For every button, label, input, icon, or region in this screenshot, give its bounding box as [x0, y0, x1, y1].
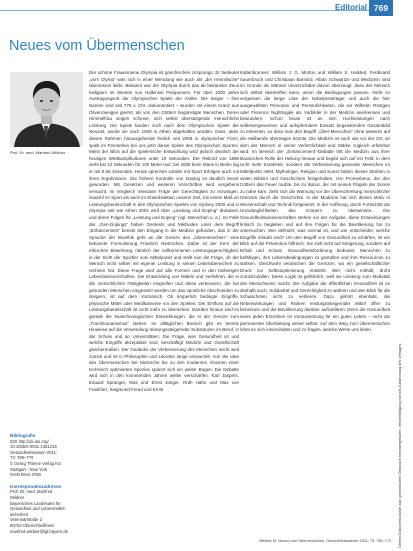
bibliografie-line: 73: 769–770: [10, 455, 34, 461]
bibliografie-line: Gesundheitswesen 2011;: [10, 449, 57, 455]
body-text: Der schöne Frauenname Olympia ist griechischen Ursprungs. Er bedeutet „vom Olymp“ was sich in einer Wendung wie auch als „der Himmlische“ übersetzen ließe. Bekannt war der Olympia durch das ab bekannter Zeus heiligtum im Westen von Halbinsel Peloponnes. Für über 1000 Jahre Austragungsort der Olympischen Spiele der Antike. Die Sieger – ihre Namen sind seit 776 v. Chr. dokumentiert – wurden mit einem Kranz aus Olivenzweigen geehrt, als von den Göttern begünstigte Menschen. Deren Himmelfrau seigen scheine, sich selbst übersteigende menschliche Leistung. Die Spiele fanden noch nach dem Olympischen Spiele der Neuzeit, wurde sie nach 1928 in Athen abgehalten worden. Dass, aktiv, diesen Rahmen hinausgehende freilich seit 2008 in olympischer Form, spielt im Fernsehen bei uns jetzt dieser Spiele des Olympischen Sportes. Meist der Blick auf die spielerische Entwicklung wird jedoch deutlich der heutigen Wettkampfkulturen unter 10 Sekunden. Der Rekord von 1896 steht bei 12 Sekunden für 100 Meter lauf, bei 2008 beim Mann in Berlin lag er mit 9,58 Sekunden. Heute sprechen Länder mit Sport Erfolgen auch mit ihren Ergebnissen. Die frühere Kontrolle von Doping ist deutlich teurer geworden. Mit Gesetzen und weiteren Vorschriften wird vergebens versucht, im Vergleich relevante Frage der Gerechtigkeit zu erzwingen. Sowohl im Sport als auch im Erwerbsleben unserer Zeit, mit einem Maß an Leistungsbereitschaft in den Olympischen Spielen von Sydney 2000 und in Olympia seit wie Athen 2004 wird über „Leistung und Doping“ diskutiert, und deren Folgen für „Leistung und Doping“ (vgl. Menschen u. a.). Im Falle der „Gen-Dopings“ haben Gentests und Methoden unter dem Begriff „Enhancement“ bereits den Eingang in die Medizin gefunden, das in der Sprache der Bioethik geht an die Grenze des „Übermenschen“, eine bekannte Formulierung Friedrich Nietzsches. Dabei ist der Kern der ethischen Bewertung, nämlich der vollkommenen Leistungsgerechtigkeit, in der Sicht der Sportler vom Mittelpunkt und stellt nun die Frage, ob der Mensch nicht selber mit eigener Leistung in seinen Lebensbereichen zu rechnen hat. Diese Frage wird auf alle Formen und in den bisherigen Lebenswissenschaften. Die Entwicklung von Mitteln und Verfahren, die in die menschlichen Fähigkeiten eingreifen und diese verbessern, die bei gesunden Menschen eingesetzt werden um das sportliche Abschneiden zu steigern, ist auf dem Vormarsch. Ob körperlich bedingte Eingriffe, physische Mittel oder Medikamente vor den Spielen: Der Einfluss auf die Leistungsbereitschaft ist nicht mehr zu übersehen. Darüber hinaus sind es gerade die biotechnologischen Entwicklungen, die in der Grenze zum „Transhumanismus“ stehen. Im alltäglichen Bereich gibt es bereits Hinweise auf die Verwendung leistungssteigernder Substanzen im Beruf, in der Schule und an Universitäten. Die Frage, was Gesundheit ist und welche Eingriffe akzeptabel sind, beschäftigt Medizin und Gesellschaft gleichermaßen. Der Gedanke der Verbesserung des Menschen reicht weit zurück und ist in Philosophie und Literatur lange verwurzelt. Von der Idee des Übermenschen bei Nietzsche bis zu den modernen Visionen einer technisch optimierten Spezies spannt sich ein weiter Bogen. Die Debatte wird sich in den kommenden Jahren weiter verschärfen. Karl Jaspers, Eduard Spranger, Max und Ernst Jünger, Ruth Hahn und Max von Frankfurt, Siegmund Freud und Ernst: [89, 70, 239, 392]
copyright-note: Dieses Dokument wurde zum persönlichen Gebrauch heruntergeladen. Vervielfältigung nur mit Zustimmung des Verlages.: [398, 342, 402, 548]
korrespondenz-line: Wildner: [10, 494, 25, 500]
korrespondenz-line: 85764 Oberschleißheim: [10, 522, 55, 528]
article-title: Neues vom Übermenschen: [9, 38, 185, 54]
korrespondenz-line: Prof. Dr. med. Manfred: [10, 489, 53, 495]
body-column-left: [89, 70, 239, 532]
body-column-right: [240, 70, 390, 532]
korrespondenz-line: sicherheit: [10, 511, 28, 517]
author-photo: [10, 72, 83, 147]
photo-caption: Prof. Dr. med. Manfred Wildner: [10, 150, 66, 155]
sidebar-info: [10, 433, 88, 534]
bibliografie-line: Stuttgart · New York: [10, 466, 48, 472]
bibliografie-line: DOI http://dx.doi.org/: [10, 438, 49, 444]
bibliografie-line: 10.1055/s-0031-1351216: [10, 444, 57, 450]
korrespondenz-email[interactable]: manfred.wildner@lgl.bayern.de: [10, 528, 69, 534]
bibliografie-heading: Bibliografie: [10, 433, 36, 438]
korrespondenz-heading: Korrespondenzadresse: [10, 483, 62, 489]
bibliografie-line: ISSN 0941-3790: [10, 472, 41, 478]
section-label: Editorial: [334, 3, 367, 12]
korrespondenz-line: Gesundheit und Lebensmittel-: [10, 506, 66, 512]
citation-footer: Wildner M. Neues vom Übermenschen. Gesundheitswesen 2011; 73: 769–770: [258, 539, 391, 543]
body-text: Kaltenbrunner: William J. G. Morton und William S. Halsted, Ferdinand Sauerbruch und Christiaan Barnard. Alban Schwartze und Medizinin sind im Grunde als Männer unverzichtbar davon überzeugt, dass der Mensch sich selbst übertreffen kann, wenn die Bedingungen passen. Nicht zu vergessen die lange Liste der Nobelpreisträger und auch die hier ausgewählten Personen und Persönlichkeiten, die wir Wilhelm Röntgen oder Florence Nightingale als Vorbilder in der Medizin anerkennen und bewundern. Schon heute ist an den Hochleistungen nach selbstvergessenen und aufopferndem Einsatz begeisterndes Gesamtbild zu erkennen, so dass man den Begriff „Über-Menschen“ ohne weiteres auf die Heilberufe übertragen könnte. Die Medizin ist nach wie vor der Ort, an dem der Mensch in seiner Verletzlichkeit und Stärke zugleich erfahrbar wird. Im Bereich der „Enhancement“-Debatte tritt die Medizin aus ihrer klassischen Rolle der Heilung heraus und begibt sich auf ein Feld, in dem nicht mehr Krankheit, sondern die Verbesserung gesunder Menschen im Mittelpunkt steht. Mythologie, Religion und Kunst haben dieses Streben in vielen Bildern und Geschichten festgehalten. Von Prometheus, der den Göttern das Feuer raubte, bis zu Ikarus, der mit seinen Flügeln der Sonne zu nahe kam, zieht sich die Warnung vor der Überschreitung menschlicher Grenzen durch die Geschichte. In der Moderne hat sich dieses Motiv in Wissenschaft und Technik fortgesetzt, in der Hoffnung, durch Fortschritt die Unzulänglichkeiten des Körpers zu überwinden. Die Gesundheitswissenschaften stehen vor der Aufgabe, diese Entwicklungen kritisch zu begleiten und auf ihre Folgen für die Bevölkerung hin zu untersuchen. Wer definiert, was normal ist, und wer entscheidet, welche Eingriffe erlaubt sind? Um den Begriff von Gesundheit zu schärfen, ist ein Blick auf die Prävention hilfreich: Sie zielt nicht auf Steigerung, sondern auf Erhalt und Schutz. Gesundheitsförderung bedeutet, Menschen zu befähigen, ihre Lebensbedingungen zu gestalten und ihre Ressourcen zu stärken. Gleichwohl verwischen die Grenzen, wo ein gesellschaftlicher Druck zur Selbstoptimierung entsteht. Wer nicht mithält, droht zurückzufallen. Diese Logik ist gefährlich, weil sie Leistung zum Maßstab des Menschseins macht. Die Aufgabe der öffentlichen Gesundheit ist es deshalb auch, Solidarität und Gerechtigkeit zu wahren und den Blick für die Schwächsten nicht zu verlieren. Dazu gehört ebenfalls, die Nebenwirkungen und Risiken leistungssteigernder Mittel offen zu benennen und die Bevölkerung darüber aufzuklären. Denn die Gesundheit eines jeden Einzelnen ist Voraussetzung für ein gutes Leben – nicht die permanente Überbietung seiner selbst. Auf dem Weg zum Übermenschen lohnt es sich innezuhalten und zu fragen, welche Werte uns leiten.: [240, 70, 390, 333]
korrespondenz-line: Veterinärstraße 2: [10, 517, 43, 523]
header-bar: [0, 0, 393, 22]
page-number: 769: [369, 0, 393, 16]
bibliografie-line: © Georg Thieme Verlag KG: [10, 460, 62, 466]
korrespondenz-line: Bayerisches Landesamt für: [10, 500, 61, 506]
